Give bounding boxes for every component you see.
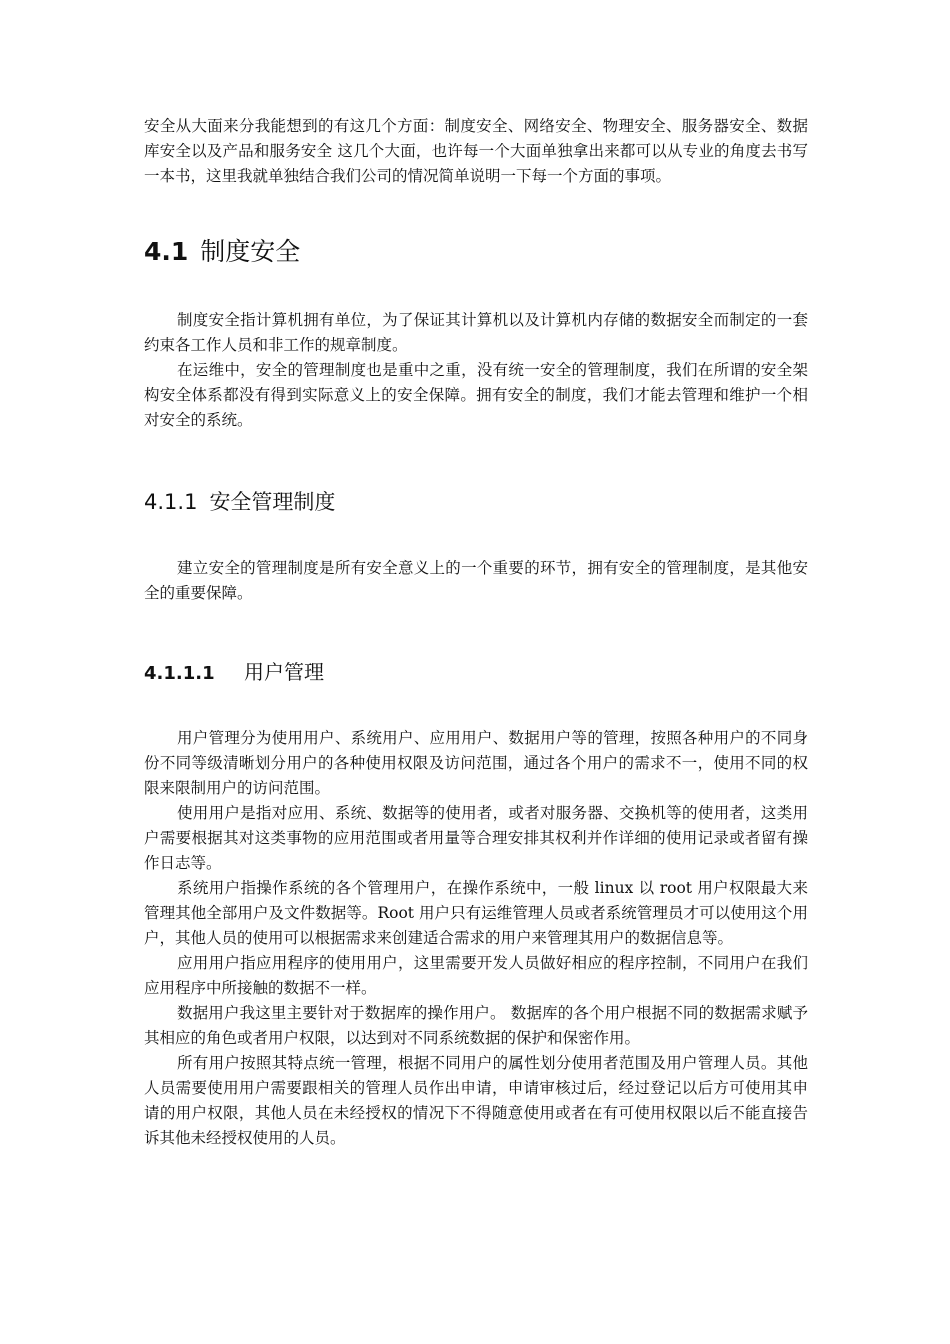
heading-number: 4.1.1 xyxy=(144,490,198,514)
paragraph: 制度安全指计算机拥有单位，为了保证其计算机以及计算机内存储的数据安全而制定的一套约束各工作人员和非工作的规章制度。 xyxy=(144,311,808,354)
heading-4-1-1 xyxy=(144,488,808,516)
paragraph: 建立安全的管理制度是所有安全意义上的一个重要的环节，拥有安全的管理制度，是其他安全的重要保障。 xyxy=(144,559,808,602)
paragraph: 用户管理分为使用用户、系统用户、应用用户、数据用户等的管理，按照各种用户的不同身份不同等级清晰划分用户的各种使用权限及访问范围，通过各个用户的需求不一，使用不同的权限来限制用户的访问范围。 xyxy=(144,729,808,797)
paragraph: 数据用户我这里主要针对于数据库的操作用户。 数据库的各个用户根据不同的数据需求赋予其相应的角色或者用户权限，以达到对不同系统数据的保护和保密作用。 xyxy=(144,1004,808,1047)
document-page xyxy=(144,114,808,1151)
heading-number: 4.1 xyxy=(144,237,189,266)
paragraph: 所有用户按照其特点统一管理，根据不同用户的属性划分使用者范围及用户管理人员。其他人员需要使用用户需要跟相关的管理人员作出申请，申请审核过后，经过登记以后方可使用其申请的用户权限，其他人员在未经授权的情况下不得随意使用或者在有可使用权限以后不能直接告诉其他未经授权使用的人员。 xyxy=(144,1054,808,1147)
heading-title: 制度安全 xyxy=(200,237,301,266)
heading-title: 用户管理 xyxy=(244,660,324,684)
heading-number: 4.1.1.1 xyxy=(144,663,215,684)
paragraph: 应用用户指应用程序的使用用户，这里需要开发人员做好相应的程序控制，不同用户在我们应用程序中所接触的数据不一样。 xyxy=(144,954,808,997)
section-4-1-1-1-body xyxy=(144,726,808,1151)
heading-title: 安全管理制度 xyxy=(209,490,336,514)
intro-paragraph: 安全从大面来分我能想到的有这几个方面：制度安全、网络安全、物理安全、服务器安全、数据库安全以及产品和服务安全 这几个大面，也许每一个大面单独拿出来都可以从专业的角度去书写一本书，这里我就单独结合我们公司的情况简单说明一下每一个方面的事项。 xyxy=(144,117,808,185)
paragraph: 系统用户指操作系统的各个管理用户，在操作系统中，一般 linux 以 root 用户权限最大来管理其他全部用户及文件数据等。Root 用户只有运维管理人员或者系统管理员才可以使用这个用户，其他人员的使用可以根据需求来创建适合需求的用户来管理其用户的数据信息等。 xyxy=(144,879,808,947)
heading-4-1 xyxy=(144,236,808,268)
section-4-1-body xyxy=(144,308,808,433)
paragraph: 使用用户是指对应用、系统、数据等的使用者，或者对服务器、交换机等的使用者，这类用户需要根据其对这类事物的应用范围或者用量等合理安排其权利并作详细的使用记录或者留有操作日志等。 xyxy=(144,804,808,872)
section-4-1-1-body xyxy=(144,556,808,606)
heading-4-1-1-1 xyxy=(144,658,808,688)
paragraph: 在运维中，安全的管理制度也是重中之重，没有统一安全的管理制度，我们在所谓的安全架构安全体系都没有得到实际意义上的安全保障。拥有安全的制度，我们才能去管理和维护一个相对安全的系统。 xyxy=(144,361,808,429)
